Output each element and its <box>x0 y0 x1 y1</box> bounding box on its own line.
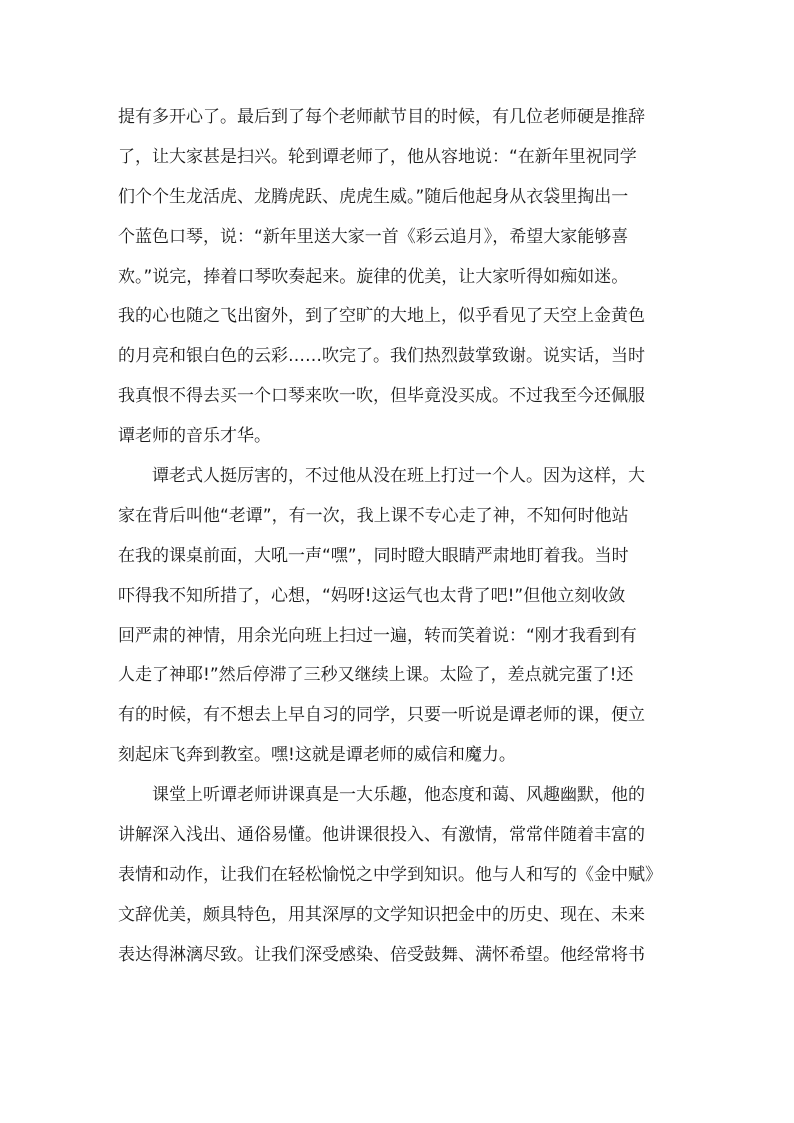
text-line: 人走了神耶!”然后停滞了三秒又继续上课。太险了，差点就完蛋了!还 <box>118 665 634 686</box>
text-line: 了，让大家甚是扫兴。轮到谭老师了，他从容地说：“在新年里祝同学 <box>118 146 637 167</box>
paragraph-first-line: 谭老式人挺厉害的，不过他从没在班上打过一个人。因为这样，大 <box>152 466 645 487</box>
text-line: 谭老师的音乐才华。 <box>118 426 271 447</box>
text-line: 我真恨不得去买一个口琴来吹一吹，但毕竟没买成。不过我至今还佩服 <box>118 386 645 407</box>
text-line: 的月亮和银白色的云彩……吹完了。我们热烈鼓掌致谢。说实话，当时 <box>118 346 645 367</box>
text-line: 吓得我不知所措了，心想，“妈呀!这运气也太背了吧!”但他立刻收敛 <box>118 585 626 606</box>
text-line: 有的时候，有不想去上早自习的同学，只要一听说是谭老师的课，便立 <box>118 705 645 726</box>
text-line: 在我的课桌前面，大吼一声“嘿”，同时瞪大眼睛严肃地盯着我。当时 <box>118 545 629 566</box>
paragraph-first-line: 课堂上听谭老师讲课真是一大乐趣，他态度和蔼、风趣幽默，他的 <box>152 785 645 806</box>
text-line: 回严肃的神情，用余光向班上扫过一遍，转而笑着说：“刚才我看到有 <box>118 625 637 646</box>
text-line: 欢。”说完，捧着口琴吹奏起来。旋律的优美，让大家听得如痴如迷。 <box>118 266 629 287</box>
text-line: 我的心也随之飞出窗外，到了空旷的大地上，似乎看见了天空上金黄色 <box>118 306 645 327</box>
text-line: 家在背后叫他“老谭”，有一次，我上课不专心走了神，不知何时他站 <box>118 505 629 526</box>
text-line: 提有多开心了。最后到了每个老师献节目的时候，有几位老师硬是推辞 <box>118 107 645 127</box>
text-line: 表达得淋漓尽致。让我们深受感染、倍受鼓舞、满怀希望。他经常将书 <box>118 944 645 965</box>
text-line: 文辞优美，颇具特色，用其深厚的文学知识把金中的历史、现在、未来 <box>118 904 645 925</box>
text-line: 表情和动作，让我们在轻松愉悦之中学到知识。他与人和写的《金中赋》 <box>118 864 662 885</box>
text-line: 个蓝色口琴，说：“新年里送大家一首《彩云追月》，希望大家能够喜 <box>118 226 629 247</box>
text-line: 们个个生龙活虎、龙腾虎跃、虎虎生威。”随后他起身从衣袋里掏出一 <box>118 186 629 207</box>
text-line: 讲解深入浅出、通俗易懂。他讲课很投入、有激情，常常伴随着丰富的 <box>118 825 645 846</box>
text-line: 刻起床飞奔到教室。嘿!这就是谭老师的威信和魔力。 <box>118 745 516 766</box>
body-text <box>118 98 678 976</box>
